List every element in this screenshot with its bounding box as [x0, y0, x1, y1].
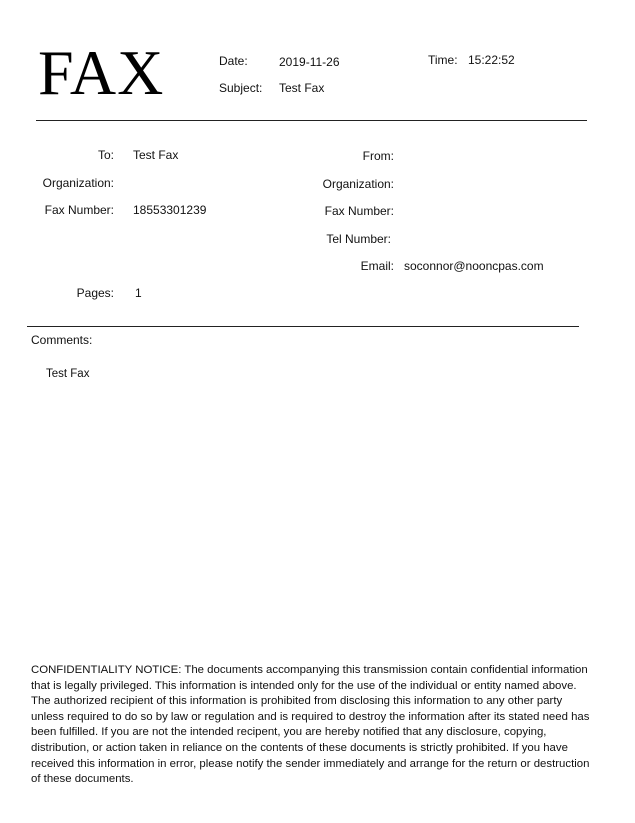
pages-label: Pages: [76, 286, 114, 300]
time-value: 15:22:52 [468, 53, 515, 67]
to-value: Test Fax [133, 148, 179, 162]
comments-text: Test Fax [46, 368, 90, 380]
fax-title: FAX [38, 37, 165, 108]
pages-value: 1 [135, 286, 142, 300]
confidentiality-notice: CONFIDENTIALITY NOTICE: The documents accompanying this transmission contain confidential information that is legally privileged. This information is intended only for the use of the individual or entity named above. The authorized recipient of this information is prohibited from disclosing this information to any other party unless required to do so by law or regulation and is required to destroy the information after its stated need has been fulfilled. If you are not the intended recipent, you are hereby notified that any disclosure, copying, distribution, or action taken in reliance on the contents of these documents is strictly prohibited. If you have received this information in error, please notify the sender immediately and arrange for the return or destruction of these documents. [31, 664, 590, 786]
email-label: Email: [360, 259, 394, 273]
tel-label: Tel Number: [326, 232, 391, 246]
header-divider [36, 120, 587, 121]
recipient-organization-label: Organization: [42, 176, 114, 190]
subject-value: Test Fax [279, 81, 325, 95]
comments-label: Comments: [31, 333, 93, 347]
subject-label: Subject: [219, 81, 263, 95]
from-label: From: [362, 149, 394, 163]
recipient-fax-value: 18553301239 [133, 203, 207, 217]
time-label: Time: [428, 53, 458, 67]
email-value: soconnor@nooncpas.com [404, 259, 544, 273]
details-divider [27, 326, 579, 327]
to-label: To: [97, 148, 114, 162]
recipient-fax-label: Fax Number: [44, 203, 114, 217]
sender-organization-label: Organization: [322, 177, 394, 191]
date-value: 2019-11-26 [279, 55, 340, 69]
sender-fax-label: Fax Number: [324, 204, 394, 218]
date-label: Date: [219, 54, 248, 68]
